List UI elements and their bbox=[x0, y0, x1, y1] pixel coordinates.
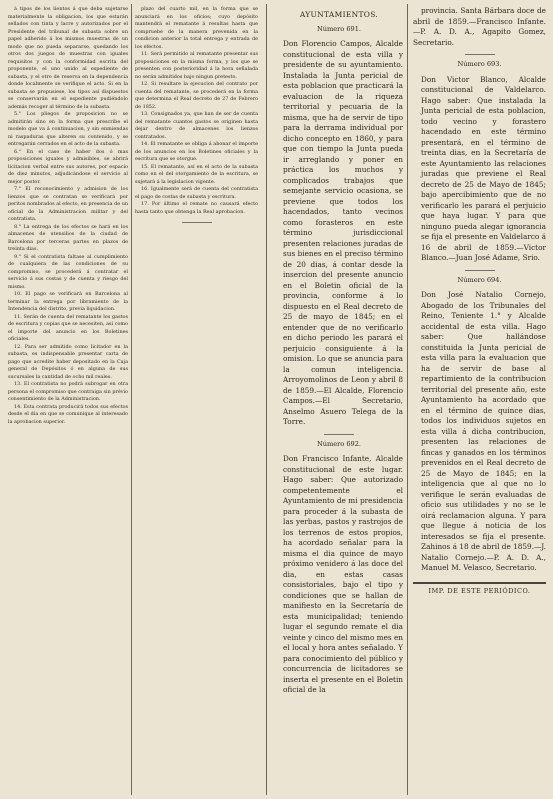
paragraph: 10. El pago se verificará en Barcelona al terminar la entrega por libramiento de la Intendencia del distrito, previa liquidacion. bbox=[8, 291, 128, 312]
section-title: AYUNTAMIENTOS. bbox=[299, 10, 379, 19]
notice-number: Número 691. bbox=[316, 24, 362, 33]
column-4 bbox=[413, 6, 546, 596]
paragraph: Don Victor Blanco, Alcalde constitucional de Valdelarco. Hago saber: Que instalada la Junta pericial de esta poblacion, todo vecino y forastero hacendado en este término presentará, en el término de treinta dias, en la Secretaría de este Ayuntamiento las relaciones juradas que previene el Real decreto de 25 de Mayo de 1845; bajo apercibimiento que de no verificarlo les parará el perjuicio que haya lugar. Y para que ninguno pueda alegar ignorancia se fija el presente en Valdelarco á 16 de abril de 1859.—Victor Blanco.—Juan José Adame, Srio. bbox=[421, 74, 546, 262]
footer-rule bbox=[413, 582, 546, 584]
paragraph: Don Francisco Infante, Alcalde constitucional de este lugar. Hago saber: Que autorizado competentemente el Ayuntamiento de mi presidencia para proceder á la subasta de las yerbas, pastos y rastrojos de los terrenos de estos propios, ha acordado señalar para la misma el dia quince de mayo próximo venidero á las doce del dia, en estas casas consistoriales, bajo el tipo y condiciones que se hallan de manifiesto en la Secretaría de esta municipalidad; teniendo lugar el segundo remate el dia veinte y cinco del mismo mes en el local y hora antes señalado. Y para conocimiento del público y concurrencia de licitadores se inserta el presente en el Boletin oficial de la bbox=[283, 454, 403, 694]
paragraph: provincia. Santa Bárbara doce de abril de 1859.—Francisco Infante.—P. A. D. A., Agapito Gomez, Secretario. bbox=[413, 6, 546, 47]
paragraph: 13. Consignados ya, que han de ser de cuenta del rematante cuantos gastos se originen hasta dejar dentro de almacenes los lienzos contratados. bbox=[135, 111, 258, 140]
notice-number: Número 692. bbox=[316, 439, 362, 448]
printer-footer: IMP. DE ESTE PERIÓDICO. bbox=[428, 586, 531, 595]
divider bbox=[182, 222, 212, 223]
notice-number: Número 693. bbox=[457, 60, 502, 68]
paragraph: Don Florencio Campos, Alcalde constitucional de esta villa y presidente de su ayuntamiento. Instalada la Junta pericial de esta poblacion que practicará la evaluacion de la riqueza territorial y pecuaria de la misma, que ha de servir de tipo para la derrama individual por dicho concepto en 1860, y para que con tiempo la Junta pueda ir arreglando y poner en práctica los muchos y complicados trabajos que semejante servicio ocasiona, se previene que todos los hacendados, tanto vecinos como forasteros en este término jurisdiccional presenten relaciones juradas de sus bienes en el preciso término de 20 dias, á contar desde la insercion del presente anuncio en el Boletin oficial de la provincia, conforme á lo dispuesto en el Real decreto de 25 de mayo de 1845; en el entender que de no verificarlo en dicho periodo les parará el perjuicio consiguiente á la omision. Lo que se anuncia para la comun inteligencia. Arroyomolinos de Leon y abril 8 de 1859.—El Alcalde, Florencio Campos.—El Secretario, Anselmo Asuero Telega de la Torre. bbox=[283, 39, 403, 426]
paragraph: 11. Será permitido al rematante presentar sus proposiciones en la misma forma, y los que se presenten con posterioridad á la hora señalada no serán admitidos bajo ningun pretesto. bbox=[135, 51, 258, 80]
paragraph: 12. Si resultare la ejecucion del contrato por cuenta del rematante, se procederá en la forma que determina el Real decreto de 27 de Febrero de 1852. bbox=[135, 81, 258, 110]
divider bbox=[324, 434, 354, 435]
column-3 bbox=[275, 6, 403, 696]
paragraph: 13. El contratista no podrá subrogar en otra persona el compromiso que contraiga sin prévio consentimiento de la Administracion. bbox=[8, 381, 128, 402]
paragraph: 15. El rematante, así en el acto de la subasta como en el del otorgamiento de la escritura, se sujetará á la legislacion vigente. bbox=[135, 163, 258, 185]
paragraph: 11. Serán de cuenta del rematante los gastos de escritura y copias que se necesiten, asi como el importe del anuncio en los Boletines oficiales. bbox=[8, 313, 128, 342]
column-rule bbox=[407, 4, 408, 795]
paragraph: Don José Natalio Cornejo, Abogado de los Tribunales del Reino, Teniente 1.° y Alcalde accidental de esta villa. Hago saber: Que hallándose constituida la Junta pericial de esta villa para la evaluacion que ha de servir de base al repartimiento de la contribucion territorial del presente año, este Ayuntamiento ha acordado que en el término de quince dias, todos los individuos sujetos en esta villa á dicha contribucion, presenten las relaciones de fincas y ganados en los términos prevenidos en el Real decreto de 25 de Mayo de 1845; en la inteligencia que al que no lo verifique le serán evaluadas de oficio sus utilidades y no se le oirá reclamacion alguna. Y para que llegue á noticia de los interesados se fija el presente. Zahinos á 18 de abril de 1859.—J. Natalio Cornejo.—P. A. D. A., Manuel M. Velasco, Secretario. bbox=[421, 290, 546, 572]
paragraph: 14. Esta contrata producirá todos sus efectos desde el dia en que se comunique al interesado la aprobacion superior. bbox=[8, 403, 128, 425]
column-2 bbox=[135, 6, 258, 229]
column-rule bbox=[131, 4, 132, 795]
paragraph: 9.° Si el contratista faltase al cumplimiento de cualquiera de las condiciones de su compromiso, se procederá á contratar el servicio á sus costas y de cuenta y riesgo del mismo. bbox=[8, 253, 128, 290]
paragraph: 5.° Los pliegos de proposicion no se admitirán sino en la forma que prescribe el modelo que va á continuacion, y sin enmiendas ni raspaduras que alteren su contenido, y se entregarán cerrados en el acto de la subasta. bbox=[8, 111, 128, 147]
paragraph: 17. Por último el remate no causará efecto hasta tanto que obtenga la Real aprobacion. bbox=[135, 201, 258, 215]
paragraph: 6.° En el caso de haber dos ó mas proposiciones iguales y admisibles, se abrirá licitacion verbal entre sus autores, por espacio de diez minutos, adjudicándose el servicio al mejor postor. bbox=[8, 148, 128, 185]
column-1 bbox=[8, 6, 128, 426]
divider bbox=[465, 270, 495, 271]
notice-number: Número 694. bbox=[457, 275, 502, 284]
paragraph: plazo del cuarto mil, en la forma que se anunciará en los oficios; cuyo depósito mantendrá el rematante á resultas hasta que compruebe de la manera prevenida en la condicion anterior la total entrega y entrada de los efectos. bbox=[135, 6, 258, 50]
paragraph: 8.° La entrega de los efectos se hará en los almacenes de utensilios de la ciudad de Barcelona por terceras partes en plazos de treinta dias. bbox=[8, 223, 128, 252]
divider bbox=[465, 54, 495, 55]
paragraph: 12. Para ser admitido como licitador en la subasta, es indispensable presentar carta de pago que acredite haber depositado en la Caja general de Depósitos ó en alguna de sus sucursales la cantidad de ocho mil reales. bbox=[8, 343, 128, 380]
paragraph: á tipos de los lientos á que deba sujetarse materialmente la obligacion, los que estarán sellados con tinta y lacre y autorizados por el Presidente del tribunal de subasta sobre un papel adherido á los mismos muestras de un modo que no pueda separarse, quedando los otros dos juegos de muestras con iguales requisitos y con la conformidad escrita del proponente, el uno unido al espediente de subasta, y el otro de reserva en la dependencia donde localmente se verifique el acto. Si en la subasta se propusiese, los tipos así dispuestos se conservarán en el espediente pudiéndolo además recoger al término de la subasta. bbox=[8, 6, 128, 110]
paragraph: 7.° El reconocimiento y admision de los lienzos que se contratan se verificará por peritos nombrados al efecto, en presencia de un oficial de la Administracion militar y del contratista. bbox=[8, 186, 128, 222]
paragraph: 16. Igualmente será de cuenta del contratista el pago de costas de subasta y escritura. bbox=[135, 186, 258, 200]
column-rule bbox=[266, 4, 267, 795]
paragraph: 14. El rematante se obliga á abonar el importe de los anuncios en los Boletines oficiales y la escritura que se otorgue. bbox=[135, 141, 258, 162]
